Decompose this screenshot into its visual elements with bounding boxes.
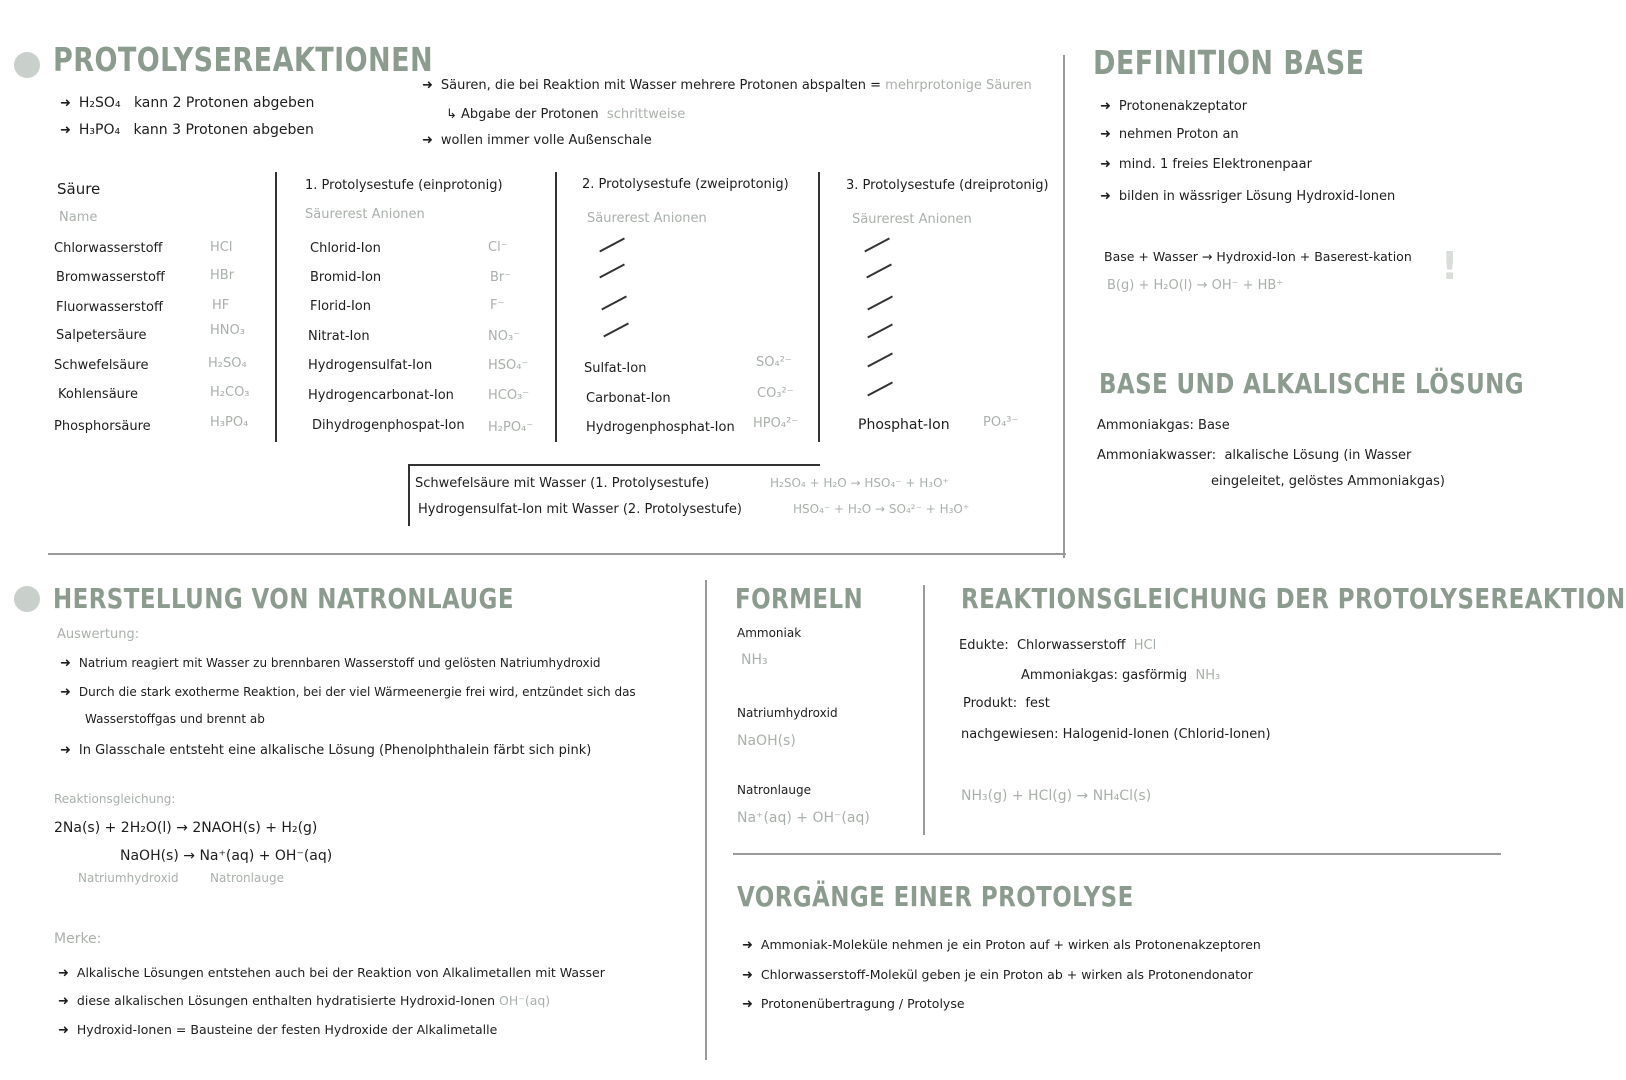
acid-formula: H₂SO₄ (208, 356, 247, 371)
acid-name: Salpetersäure (56, 328, 147, 343)
natron-item-cont: Wasserstoffgas und brennt ab (85, 712, 265, 726)
arrow-right-icon: ➜ (60, 743, 71, 758)
table-head-stage3: 3. Protolysestufe (dreiprotonig) (846, 178, 1049, 193)
vorgang-item: ➜ Chlorwasserstoff-Molekül geben je ein Proton ab + wirken als Protonendonator (742, 967, 1253, 983)
example-box-border (408, 464, 820, 466)
section-bullet-dot (14, 586, 40, 612)
nachweis-line: nachgewiesen: Halogenid-Ionen (Chlorid-Ionen) (961, 727, 1271, 742)
note-line-2: ↳ Abgabe der Protonen schrittweise (446, 107, 686, 122)
section-bullet-dot (14, 52, 40, 78)
reaction-sub-1: Natriumhydroxid (78, 871, 179, 885)
base-title: DEFINITION BASE (1093, 43, 1365, 82)
corner-arrow-icon: ↳ (446, 107, 462, 122)
table-head-stage1-sub: Säurerest Anionen (305, 207, 425, 222)
stage3-ion: Phosphat-Ion (858, 417, 950, 433)
none-slash-mark (866, 264, 891, 279)
formel-label: Ammoniak (737, 626, 802, 640)
alkali-water-2: eingeleitet, gelöstes Ammoniakgas) (1211, 474, 1445, 489)
merke-item: ➜ Hydroxid-Ionen = Bausteine der festen Hydroxide der Alkalimetalle (58, 1022, 498, 1038)
alkali-title: BASE UND ALKALISCHE LÖSUNG (1099, 367, 1525, 400)
arrow-right-icon: ➜ (1100, 157, 1111, 172)
arrow-right-icon: ➜ (60, 123, 71, 138)
merke-label: Merke: (54, 931, 102, 947)
acid-name: Phosphorsäure (54, 419, 151, 434)
arrow-right-icon: ➜ (742, 938, 753, 953)
table-head-stage2: 2. Protolysestufe (zweiprotonig) (582, 177, 789, 192)
acid-formula: H₃PO₄ (210, 415, 249, 430)
stage1-formula: F⁻ (490, 298, 505, 313)
arrow-right-icon: ➜ (742, 997, 753, 1012)
example-line-1: Schwefelsäure mit Wasser (1. Protolysestufe) (415, 476, 710, 491)
stage3-formula: PO₄³⁻ (983, 415, 1019, 430)
formel-label: Natriumhydroxid (737, 706, 838, 720)
arrow-right-icon: ➜ (742, 968, 753, 983)
none-slash-mark (603, 323, 628, 338)
note-line-3: ➜ wollen immer volle Außenschale (422, 133, 652, 148)
alkali-gas: Ammoniakgas: Base (1097, 418, 1230, 433)
edukte-line-1: Edukte: Chlorwasserstoff HCl (959, 638, 1157, 653)
acid-name: Schwefelsäure (54, 358, 149, 373)
natron-item: ➜ Durch die stark exotherme Reaktion, bei der viel Wärmeenergie frei wird, entzündet sich das (60, 685, 636, 700)
stage1-ion: Dihydrogenphospat-Ion (312, 418, 465, 433)
example-formula-2: HSO₄⁻ + H₂O → SO₄²⁻ + H₃O⁺ (793, 502, 970, 516)
reaction-sub-2: Natronlauge (210, 871, 284, 885)
merke-item: ➜ diese alkalischen Lösungen enthalten hydratisierte Hydroxid-Ionen OH⁻(aq) (58, 993, 551, 1009)
stage2-formula: HPO₄²⁻ (753, 416, 799, 431)
stage2-ion: Carbonat-Ion (586, 391, 671, 406)
vorgang-item: ➜ Protonenübertragung / Protolyse (742, 996, 965, 1012)
table-col-separator (555, 172, 557, 442)
example-line-2: Hydrogensulfat-Ion mit Wasser (2. Protolysestufe) (418, 502, 742, 517)
alkali-water: Ammoniakwasser: alkalische Lösung (in Wasser (1097, 448, 1412, 463)
natron-item: ➜ In Glasschale entsteht eine alkalische Lösung (Phenolphthalein färbt sich pink) (60, 743, 592, 758)
stage2-ion: Sulfat-Ion (584, 361, 647, 376)
reaktionsgleichung-label: Reaktionsgleichung: (54, 792, 176, 806)
none-slash-mark (599, 264, 624, 279)
base-equation-words: Base + Wasser → Hydroxid-Ion + Baserest-kation (1104, 249, 1412, 264)
stage1-ion: Hydrogencarbonat-Ion (308, 388, 454, 403)
acid-name: Kohlensäure (58, 387, 138, 402)
formel-value: Na⁺(aq) + OH⁻(aq) (737, 810, 870, 826)
rg-equation: NH₃(g) + HCl(g) → NH₄Cl(s) (961, 788, 1152, 804)
table-head-acid-sub: Name (59, 210, 98, 225)
base-equation-formula: B(g) + H₂O(l) → OH⁻ + HB⁺ (1107, 278, 1284, 293)
none-slash-mark (601, 296, 626, 311)
table-head-stage2-sub: Säurerest Anionen (587, 211, 707, 226)
stage2-formula: SO₄²⁻ (756, 355, 792, 370)
acid-formula: HBr (210, 268, 235, 283)
intro-line-2: ➜ H₃PO₄ kann 3 Protonen abgeben (60, 122, 314, 138)
none-slash-mark (599, 238, 624, 253)
arrow-right-icon: ➜ (60, 96, 71, 111)
acid-formula: HCl (210, 240, 233, 255)
note-line-1: ➜ Säuren, die bei Reaktion mit Wasser mehrere Protonen abspalten = mehrprotonige Säuren (422, 78, 1032, 93)
acid-name: Fluorwasserstoff (56, 300, 163, 315)
intro-line-1: ➜ H₂SO₄ kann 2 Protonen abgeben (60, 95, 315, 111)
acid-formula: HF (212, 298, 230, 313)
acid-name: Bromwasserstoff (56, 270, 165, 285)
table-col-separator (275, 172, 277, 442)
table-head-stage3-sub: Säurerest Anionen (852, 212, 972, 227)
divider-vertical (705, 580, 707, 1060)
auswertung-label: Auswertung: (57, 627, 140, 642)
produkt-line: Produkt: fest (963, 696, 1050, 711)
stage1-ion: Hydrogensulfat-Ion (308, 358, 433, 373)
merke-item: ➜ Alkalische Lösungen entstehen auch bei der Reaktion von Alkalimetallen mit Wasser (58, 965, 605, 981)
stage1-ion: Florid-Ion (310, 299, 371, 314)
example-box-border (408, 464, 410, 526)
table-head-acid: Säure (57, 180, 101, 198)
arrow-right-icon: ➜ (1100, 99, 1111, 114)
divider-horizontal (733, 853, 1501, 855)
stage1-ion: Nitrat-Ion (308, 329, 370, 344)
stage1-ion: Chlorid-Ion (310, 241, 381, 256)
stage1-formula: NO₃⁻ (488, 329, 521, 344)
base-item: ➜ Protonenakzeptator (1100, 99, 1248, 114)
divider-vertical (1063, 55, 1065, 558)
reaction-equation-1: 2Na(s) + 2H₂O(l) → 2NAOH(s) + H₂(g) (54, 820, 318, 836)
table-col-separator (818, 172, 820, 442)
arrow-right-icon: ➜ (58, 1023, 69, 1038)
stage1-formula: HSO₄⁻ (488, 358, 529, 373)
arrow-right-icon: ➜ (422, 78, 433, 93)
example-formula-1: H₂SO₄ + H₂O → HSO₄⁻ + H₃O⁺ (770, 476, 949, 490)
stage1-formula: Br⁻ (490, 270, 512, 285)
base-item: ➜ mind. 1 freies Elektronenpaar (1100, 157, 1312, 172)
arrow-right-icon: ➜ (1100, 189, 1111, 204)
none-slash-mark (867, 324, 892, 339)
formel-label: Natronlauge (737, 783, 811, 797)
edukte-line-2: Ammoniakgas: gasförmig NH₃ (1021, 668, 1221, 683)
arrow-right-icon: ➜ (60, 656, 71, 671)
exclamation-icon: ! (1441, 244, 1459, 288)
none-slash-mark (867, 296, 892, 311)
none-slash-mark (867, 382, 892, 397)
stage1-formula: H₂PO₄⁻ (488, 420, 534, 435)
base-item: ➜ bilden in wässriger Lösung Hydroxid-Ionen (1100, 189, 1396, 204)
acid-formula: H₂CO₃ (210, 385, 250, 400)
none-slash-mark (864, 238, 889, 253)
arrow-right-icon: ➜ (60, 685, 71, 700)
table-head-stage1: 1. Protolysestufe (einprotonig) (305, 178, 503, 193)
stage1-ion: Bromid-Ion (310, 270, 382, 285)
none-slash-mark (867, 353, 892, 368)
arrow-right-icon: ➜ (58, 966, 69, 981)
stage1-formula: HCO₃⁻ (488, 388, 530, 403)
rg-title: REAKTIONSGLEICHUNG DER PROTOLYSEREAKTION (961, 582, 1626, 615)
natron-title: HERSTELLUNG VON NATRONLAUGE (53, 582, 514, 615)
stage1-formula: Cl⁻ (488, 240, 508, 255)
natron-item: ➜ Natrium reagiert mit Wasser zu brennbaren Wasserstoff und gelösten Natriumhydroxid (60, 656, 601, 671)
formel-value: NH₃ (741, 652, 768, 668)
protolyse-title: PROTOLYSEREAKTIONEN (53, 40, 434, 79)
stage2-formula: CO₃²⁻ (757, 386, 794, 401)
arrow-right-icon: ➜ (58, 994, 69, 1009)
formel-value: NaOH(s) (737, 733, 796, 749)
reaction-equation-2: NaOH(s) → Na⁺(aq) + OH⁻(aq) (120, 848, 333, 864)
formeln-title: FORMELN (735, 582, 864, 615)
stage2-ion: Hydrogenphosphat-Ion (586, 420, 735, 435)
vorgang-item: ➜ Ammoniak-Moleküle nehmen je ein Proton auf + wirken als Protonenakzeptoren (742, 937, 1261, 953)
arrow-right-icon: ➜ (422, 133, 433, 148)
acid-formula: HNO₃ (210, 323, 245, 338)
vorgaenge-title: VORGÄNGE EINER PROTOLYSE (737, 880, 1134, 913)
base-item: ➜ nehmen Proton an (1100, 127, 1239, 142)
divider-vertical (923, 585, 925, 835)
arrow-right-icon: ➜ (1100, 127, 1111, 142)
acid-name: Chlorwasserstoff (54, 241, 163, 256)
divider-horizontal (48, 553, 1066, 555)
